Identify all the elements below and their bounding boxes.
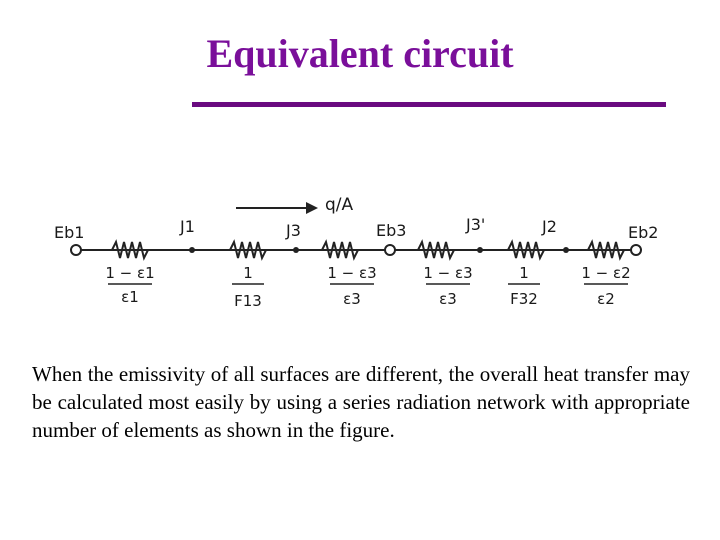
fraction-3-den: ε3 — [343, 290, 361, 308]
radiation-network-diagram — [40, 180, 680, 320]
node-label-j1: J1 — [180, 217, 195, 236]
fraction-3 — [327, 264, 376, 308]
node-j3 — [293, 247, 299, 253]
resistor-2 — [230, 242, 266, 258]
fraction-6-den: ε2 — [597, 290, 615, 308]
fraction-6 — [581, 264, 630, 308]
resistor-1 — [112, 242, 148, 258]
node-label-eb1: Eb1 — [54, 223, 85, 242]
resistor-3 — [322, 242, 358, 258]
fraction-5 — [508, 264, 540, 308]
node-label-j3-prime: J3' — [466, 215, 486, 234]
node-label-j3: J3 — [286, 221, 301, 240]
fraction-2-num: 1 — [243, 264, 253, 282]
fraction-6-num: 1 − ε2 — [581, 264, 631, 282]
fraction-4-num: 1 − ε3 — [423, 264, 473, 282]
node-j2 — [563, 247, 569, 253]
node-j1 — [189, 247, 195, 253]
node-label-eb3: Eb3 — [376, 221, 407, 240]
heat-flow-arrowhead — [306, 202, 318, 214]
fraction-2-den: F13 — [234, 292, 262, 310]
caption-paragraph: When the emissivity of all surfaces are different, the overall heat transfer may be calculated most easily by using a series radiation network with appropriate number of elements as shown in the figure. — [32, 362, 690, 442]
fraction-4-den: ε3 — [439, 290, 457, 308]
fraction-1 — [105, 264, 154, 306]
title-underline — [192, 102, 666, 107]
fraction-5-den: F32 — [510, 290, 538, 308]
fraction-1-den: ε1 — [121, 288, 139, 306]
fraction-3-num: 1 − ε3 — [327, 264, 377, 282]
node-eb2 — [631, 245, 641, 255]
node-eb3 — [385, 245, 395, 255]
resistor-6 — [588, 242, 624, 258]
fraction-4 — [423, 264, 472, 308]
node-label-eb2: Eb2 — [628, 223, 659, 242]
node-label-j2: J2 — [542, 217, 557, 236]
node-eb1 — [71, 245, 81, 255]
resistor-5 — [508, 242, 544, 258]
fraction-2 — [232, 264, 264, 310]
slide-title: Equivalent circuit — [206, 31, 514, 76]
heat-flow-label: q/A — [325, 195, 354, 215]
node-j3-prime — [477, 247, 483, 253]
fraction-5-num: 1 — [519, 264, 529, 282]
fraction-1-num: 1 − ε1 — [105, 264, 155, 282]
resistor-4 — [418, 242, 454, 258]
